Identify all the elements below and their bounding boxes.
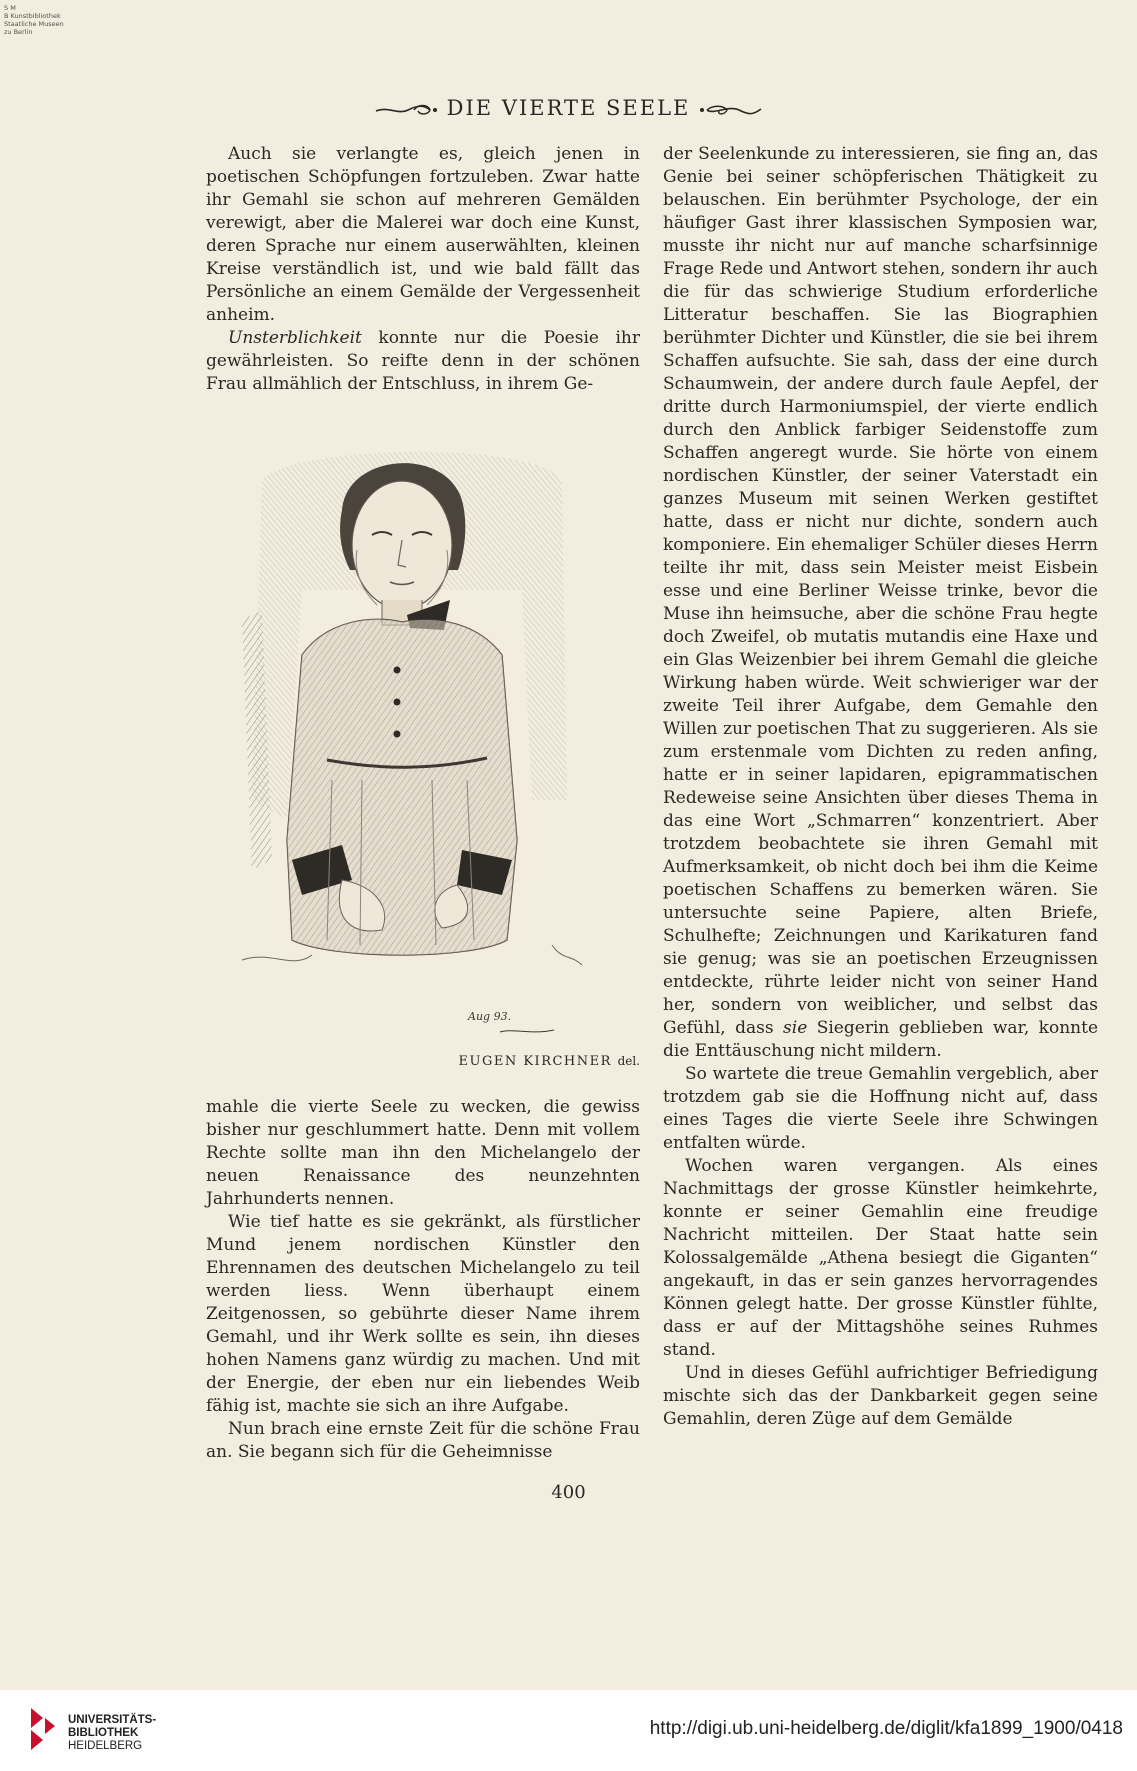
artist-signature: Aug 93.: [468, 1010, 512, 1023]
paragraph: Nun brach eine ernste Zeit für die schöne Frau an. Sie begann sich für die Geheimnisse: [206, 1419, 640, 1462]
caption-artist: EUGEN KIRCHNER: [458, 1054, 612, 1069]
paragraph: Und in dieses Gefühl aufrichtiger Befriedigung mischte sich das der Dankbarkeit gegen seine Gemahlin, deren Züge auf dem Gemälde: [663, 1363, 1098, 1429]
right-flourish-icon: [699, 102, 763, 118]
stamp-line: S M: [4, 4, 16, 12]
paragraph: Auch sie verlangte es, gleich jenen in poetischen Schöpfungen fortzuleben. Zwar hatte ihr Gemahl sie schon auf mehreren Gemälden verewigt, aber die Malerei war doch eine Kunst, deren Sprache nur einem auserwählten, kleinen Kreise verständlich ist, und wie bald fällt das Persönliche an einem Gemälde der Vergessenheit anheim.: [206, 144, 640, 325]
paragraph-text: Siegerin geblieben war, konnte die Enttäuschung nicht mildern.: [663, 1018, 1098, 1061]
logo-line: UNIVERSITÄTS-: [68, 1714, 157, 1726]
right-column: [663, 143, 1098, 1431]
library-logo-text: [68, 1714, 156, 1753]
page-number: 400: [551, 1482, 586, 1503]
running-header: [0, 96, 1137, 120]
footer-bar: [0, 1690, 1137, 1771]
stamp-line: Staatliche Museen: [4, 20, 64, 28]
paragraph: Wie tief hatte es sie gekränkt, als fürstlicher Mund jenem nordischen Künstler den Ehrennamen des deutschen Michelangelo zu teil werden liess. Wenn überhaupt einem Zeitgenossen, so gebührte dieser Name ihrem Gemahl, und ihr Werk sollte es sein, ihn dieses hohen Namens ganz würdig zu machen. Und mit der Energie, der eben nur ein liebendes Weib fähig ist, machte sie sich an ihre Aufgabe.: [206, 1212, 640, 1416]
paragraph: mahle die vierte Seele zu wecken, die gewiss bisher nur geschlummert hatte. Denn mit vollem Rechte sollte man ihn den Michelangelo der neuen Renaissance des neunzehnten Jahrhunderts nennen.: [206, 1097, 640, 1209]
paragraph: So wartete die treue Gemahlin vergeblich, aber trotzdem gab sie die Hoffnung nicht auf, dass eines Tages die vierte Seele ihre Schwingen entfalten würde.: [663, 1064, 1098, 1153]
university-logo-icon: [27, 1704, 59, 1754]
library-stamp: [4, 4, 74, 36]
paragraph-text: der Seelenkunde zu interessieren, sie fing an, das Genie bei seiner schöpferischen Thätigkeit zu belauschen. Ein berühmter Psychologe, der ein häufiger Gast ihrer klassischen Symposien war, musste ihr nicht nur auf manche scharfsinnige Frage Rede und Antwort stehen, sondern ihr auch die für das schwierige Studium erforderliche Litteratur beschaffen. Sie las Biographien berühmter Dichter und Künstler, die sie bei ihrem Schaffen aufsuchte. Sie sah, dass der eine durch Schaumwein, der andere durch faule Aepfel, der dritte durch Harmoniumspiel, der vierte endlich durch den Anblick farbiger Seidenstoffe zum Schaffen angeregt wurde. Sie hörte von einem nordischen Künstler, der seiner Vaterstadt ein ganzes Museum mit seinen Werken gestiftet hatte, dass er nicht nur dichte, sondern auch komponiere. Ein ehemaliger Schüler dieses Herrn teilte ihr mit, dass sein Meister meist Eisbein esse und eine Berliner Weisse trinke, bevor die Muse ihn heimsuche, aber die schöne Frau hegte doch Zweifel, ob mutatis mutandis eine Haxe und ein Glas Weizenbier bei ihrem Gemahl die gleiche Wirkung haben würde. Weit schwieriger war der zweite Teil ihrer Aufgabe, dem Gemahle den Willen zur poetischen That zu suggerieren. Als sie zum erstenmale vom Dichten zu reden anfing, hatte er in seiner lapidaren, epigrammatischen Redeweise seine Ansichten über dieses Thema in das eine Wort „Schmarren“ konzentriert. Aber trotzdem beobachtete sie ihren Gemahl mit Aufmerksamkeit, ob nicht doch bei ihm die Keime poetischen Schaffens zu bemerken wären. Sie untersuchte seine Papiere, alten Briefe, Schulhefte; Zeichnungen und Karikaturen fand sie genug; was sie an poetischen Erzeugnissen entdeckte, rührte leider nicht von seiner Hand her, sondern von weiblicher, und selbst das Gefühl, dass: [663, 144, 1098, 1038]
left-column-top: [206, 143, 640, 396]
emphasis: Unsterblichkeit: [228, 328, 362, 348]
permalink[interactable]: http://digi.ub.uni-heidelberg.de/diglit/kfa1899_1900/0418: [649, 1718, 1123, 1739]
emphasis: sie: [783, 1018, 808, 1038]
stamp-line: zu Berlin: [4, 28, 33, 36]
paragraph: Wochen waren vergangen. Als eines Nachmittags der grosse Künstler heimkehrte, konnte er seiner Gemahlin eine freudige Nachricht mitteilen. Der Staat hatte sein Kolossalgemälde „Athena besiegt die Giganten“ angekauft, in das er sein ganzes hervorragendes Können gelegt hatte. Der grosse Künstler fühlte, dass er auf der Mittagshöhe seines Ruhmes stand.: [663, 1156, 1098, 1360]
logo-line: HEIDELBERG: [68, 1740, 143, 1752]
paragraph: [663, 143, 1098, 1063]
stamp-line: B Kunstbibliothek: [4, 12, 61, 20]
portrait-illustration: [232, 440, 592, 1040]
left-column-bottom: [206, 1096, 640, 1464]
caption-suffix: del.: [617, 1054, 640, 1068]
logo-line: BIBLIOTHEK: [68, 1727, 139, 1739]
figure-caption: [350, 1054, 640, 1069]
paragraph-text: konnte nur die Poesie ihr gewährleisten. So reifte denn in der schönen Frau allmählich der Entschluss, in ihrem Ge-: [206, 328, 640, 394]
left-flourish-icon: [374, 102, 438, 118]
page-title: DIE VIERTE SEELE: [446, 96, 691, 120]
paragraph: [206, 327, 640, 396]
